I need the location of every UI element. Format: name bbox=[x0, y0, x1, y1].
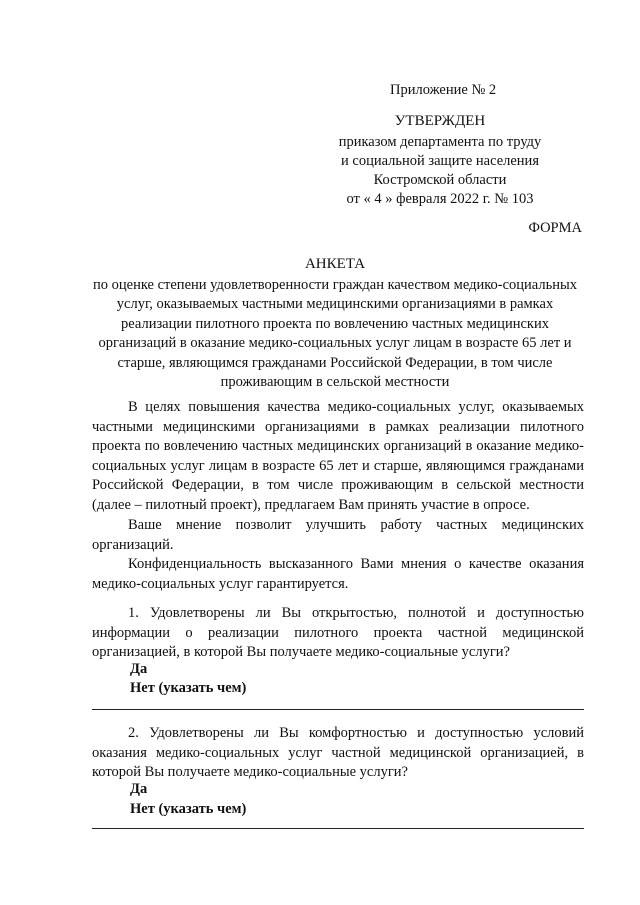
intro-paragraph-1: В целях повышения качества медико-социальных услуг, оказываемых частными медицинскими организациями в рамках реализации пилотного проекта по вовлечению частных медицинских организаций в оказание медико-социальных услуг лицам в возрасте 65 лет и старше, являющимся гражданами Российской Федерации, в том числе проживающим в сельской местности (далее – пилотный проект), предлагаем Вам принять участие в опросе. bbox=[92, 399, 584, 513]
form-label: ФОРМА bbox=[528, 220, 582, 236]
approved-heading: УТВЕРЖДЕН bbox=[394, 113, 486, 129]
question-2-no: Нет (указать чем) bbox=[130, 801, 247, 817]
appendix-label: Приложение № 2 bbox=[390, 82, 497, 98]
approval-date: от « 4 » февраля 2022 г. № 103 bbox=[346, 191, 534, 207]
approval-line-3: Костромской области bbox=[373, 172, 507, 188]
question-1-yes: Да bbox=[130, 661, 148, 677]
question-2-text: 2. Удовлетворены ли Вы комфортностью и доступностью условий оказания медико-социальных услуг частной медицинской организацией, в которой Вы получаете медико-социальные услуги? bbox=[92, 725, 584, 780]
question-2-answer-line bbox=[92, 828, 584, 829]
intro-paragraph-3: Конфиденциальность высказанного Вами мнения о качестве оказания медико-социальных услуг гарантируется. bbox=[92, 556, 584, 592]
survey-heading: АНКЕТА bbox=[304, 256, 366, 272]
question-1-answer-line bbox=[92, 709, 584, 710]
survey-title bbox=[86, 255, 584, 393]
question-1-no: Нет (указать чем) bbox=[130, 680, 247, 696]
intro-paragraph-2: Ваше мнение позволит улучшить работу частных медицинских организаций. bbox=[92, 517, 584, 553]
question-1-text: 1. Удовлетворены ли Вы открытостью, полнотой и доступностью информации о реализации пилотного проекта частной медицинской организацией, в которой Вы получаете медико-социальные услуги? bbox=[92, 605, 584, 660]
approval-line-1: приказом департамента по труду bbox=[338, 134, 542, 150]
survey-subtitle: по оценке степени удовлетворенности граждан качеством медико-социальных услуг, оказываемых частными медицинскими организациями в рамках реализации пилотного проекта по вовлечению частных медицинских организаций в оказание медико-социальных услуг лицам в возрасте 65 лет и старше, являющимся гражданами Российской Федерации, в том числе проживающим в сельской местности bbox=[93, 276, 577, 390]
question-2-yes: Да bbox=[130, 781, 148, 797]
approval-line-2: и социальной защите населения bbox=[341, 153, 539, 169]
